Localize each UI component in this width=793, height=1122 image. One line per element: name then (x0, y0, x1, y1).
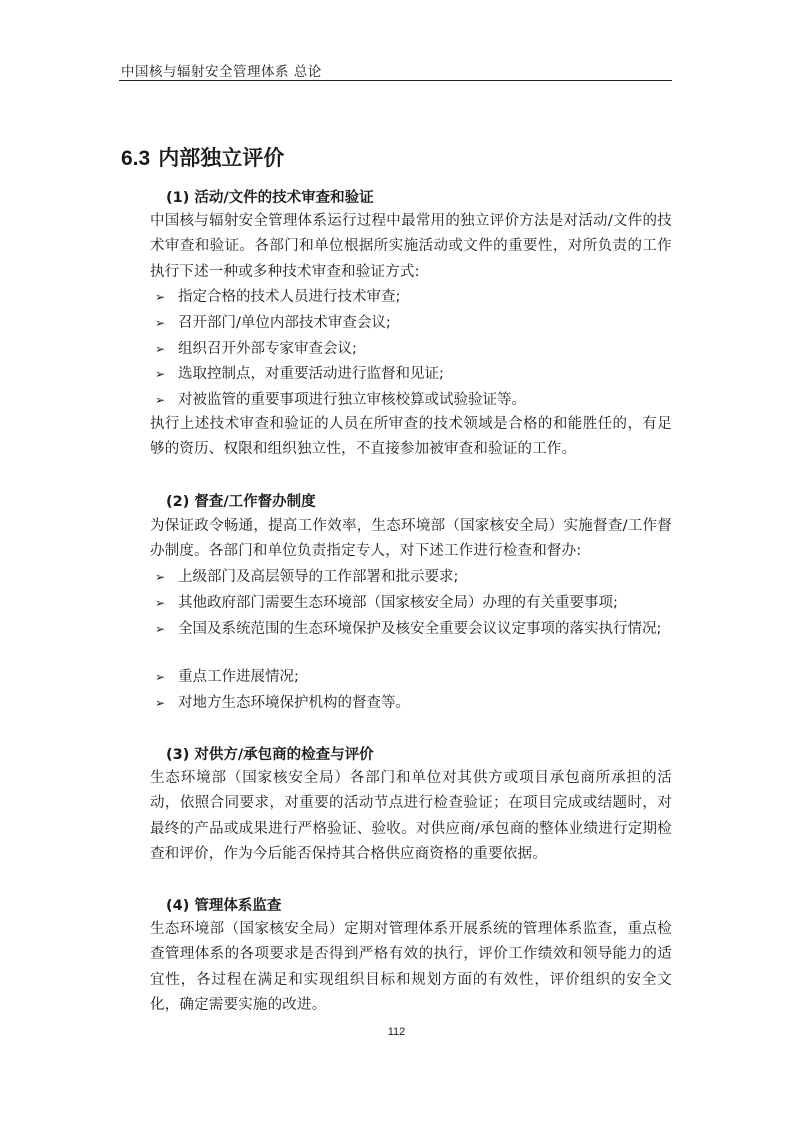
arrow-bullet-icon: ➢ (155, 695, 166, 710)
arrow-bullet-icon: ➢ (155, 622, 166, 636)
subsection-1-title: (1) 活动/文件的技术审查和验证 (166, 190, 374, 206)
subsection-3-title: (3) 对供方/承包商的检查与评价 (166, 747, 374, 763)
subsection-3-body: 生态环境部（国家核安全局）各部门和单位对其供方或项目承包商所承担的活动，依照合同要求，对重要的活动节点进行检查验证；在项目完成或结题时，对最终的产品或成果进行严格验证、验收。对供应商/承包商的整体业绩进行定期检查和评价，作为今后能否保持其合格供应商资格的重要依据。 (150, 770, 672, 862)
subsection-2-bullet-list-a (155, 565, 675, 617)
subsection-2-title: (2) 督查/工作督办制度 (166, 494, 316, 510)
subsection-4-title: (4) 管理体系监查 (166, 898, 282, 914)
list-item: ➢ 召开部门/单位内部技术审查会议; (155, 311, 675, 337)
subsection-4-body: 生态环境部（国家核安全局）定期对管理体系开展系统的管理体系监查，重点检查管理体系的各项要求是否得到严格有效的执行，评价工作绩效和领导能力的适宜性，各过程在满足和实现组织目标和规划方面的有效性，评价组织的安全文化，确定需要实施的改进。 (150, 921, 672, 1013)
section-title (121, 142, 284, 172)
section-number: 6.3 (121, 147, 151, 170)
list-item: ➢ 对被监管的重要事项进行独立审核校算或试验验证等。 (155, 388, 675, 414)
list-item: ➢ 上级部门及高层领导的工作部署和批示要求; (155, 565, 675, 591)
subsection-1-bullet-list (155, 285, 675, 414)
subsection-2-intro: 为保证政令畅通，提高工作效率，生态环境部（国家核安全局）实施督查/工作督办制度。各部门和单位负责指定专人，对下述工作进行检查和督办: (150, 518, 672, 560)
arrow-bullet-icon: ➢ (155, 670, 166, 684)
subsection-1-closing: 执行上述技术审查和验证的人员在所审查的技术领域是合格的和能胜任的，有足够的资历、权限和组织独立性，不直接参加被审查和验证的工作。 (150, 416, 672, 458)
arrow-bullet-icon: ➢ (155, 595, 166, 610)
running-header: 中国核与辐射安全管理体系 总论 (121, 64, 322, 80)
list-item: ➢ 重点工作进展情况; (155, 665, 675, 691)
section-title-text: 内部独立评价 (158, 146, 285, 170)
header-rule (119, 80, 672, 81)
subsection-1-intro: 中国核与辐射安全管理体系运行过程中最常用的独立评价方法是对活动/文件的技术审查和验证。各部门和单位根据所实施活动或文件的重要性，对所负责的工作执行下述一种或多种技术审查和验证方式: (150, 213, 672, 280)
list-item: ➢ 对地方生态环境保护机构的督查等。 (155, 691, 675, 717)
list-item: ➢ 其他政府部门需要生态环境部（国家核安全局）办理的有关重要事项; (155, 591, 675, 617)
list-item: ➢ 组织召开外部专家审查会议; (155, 337, 675, 363)
list-item: ➢ 选取控制点，对重要活动进行监督和见证; (155, 362, 675, 388)
subsection-2-bullet-list-b (155, 665, 675, 717)
arrow-bullet-icon: ➢ (155, 341, 166, 356)
arrow-bullet-icon: ➢ (155, 393, 166, 408)
list-item: ➢ 全国及系统范围的生态环境保护及核安全重要会议议定事项的落实执行情况; (121, 617, 672, 643)
page-number: 112 (387, 1026, 406, 1038)
arrow-bullet-icon: ➢ (155, 367, 166, 382)
arrow-bullet-icon: ➢ (155, 315, 166, 330)
arrow-bullet-icon: ➢ (155, 290, 166, 304)
list-item: ➢ 指定合格的技术人员进行技术审查; (155, 285, 675, 311)
arrow-bullet-icon: ➢ (155, 570, 166, 584)
